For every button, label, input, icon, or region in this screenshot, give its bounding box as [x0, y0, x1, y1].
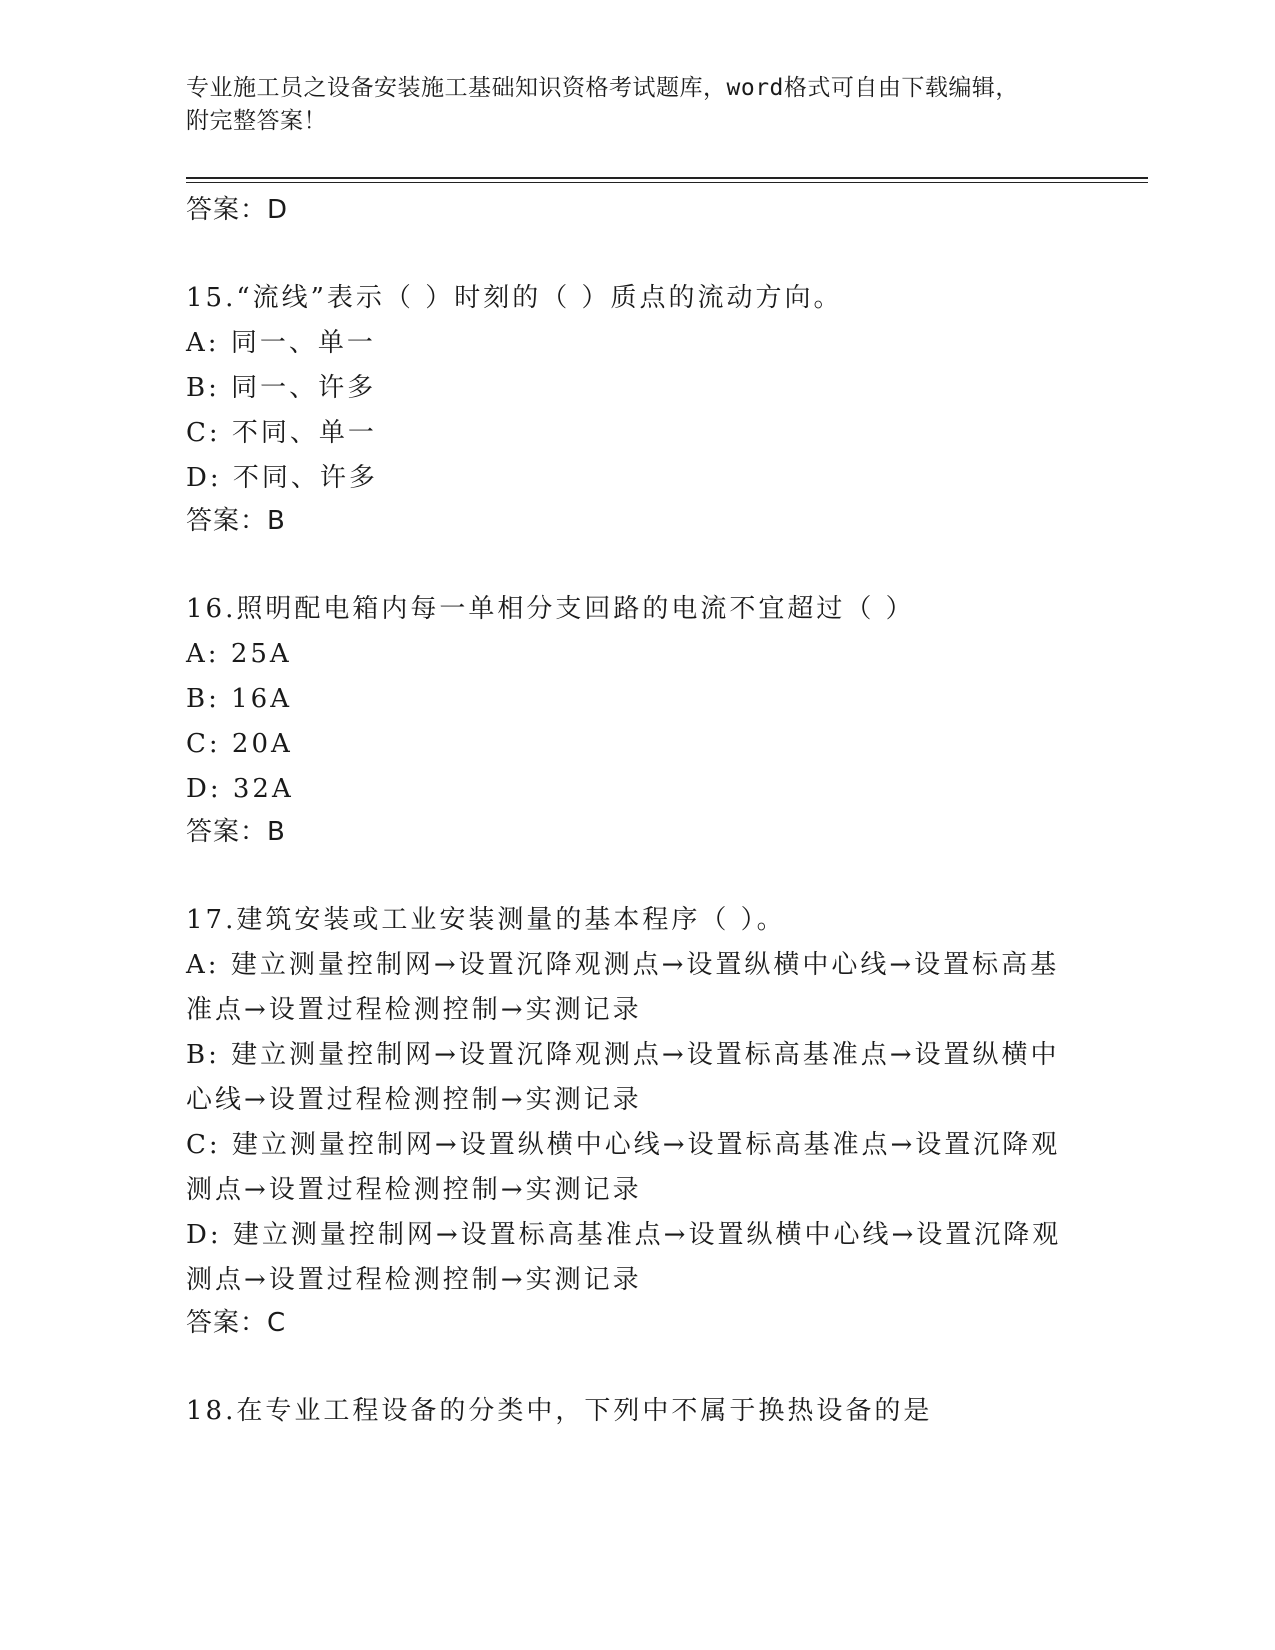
option-b	[186, 366, 1066, 411]
option-key: C:	[186, 418, 221, 448]
option-key: A:	[186, 950, 220, 980]
option-key: A:	[186, 639, 220, 669]
option-key: D:	[186, 463, 222, 493]
question-stem: 18.在专业工程设备的分类中，下列中不属于换热设备的是	[186, 1396, 933, 1426]
option-c	[186, 1123, 1066, 1213]
spacer	[186, 858, 1086, 898]
option-key: A:	[186, 328, 220, 358]
option-text: 不同、许多	[232, 463, 378, 493]
option-d	[186, 456, 1066, 501]
option-text: 建立测量控制网→设置沉降观测点→设置标高基准点→设置纵横中心线→设置过程检测控制→实测记录	[186, 1040, 1060, 1115]
option-a	[186, 321, 1066, 366]
header-rule-thin	[186, 182, 1148, 183]
option-a	[186, 943, 1066, 1033]
option-c	[186, 411, 1066, 456]
question-15	[186, 276, 1086, 501]
question-18	[186, 1389, 1086, 1434]
question-16	[186, 587, 1086, 812]
answer-line: 答案：C	[186, 1308, 287, 1338]
answer-line: 答案：B	[186, 817, 286, 847]
option-text: 建立测量控制网→设置纵横中心线→设置标高基准点→设置沉降观测点→设置过程检测控制→实测记录	[186, 1130, 1061, 1205]
option-key: B:	[186, 1040, 220, 1070]
option-d	[186, 1213, 1066, 1303]
question-list	[186, 190, 1086, 1434]
option-key: D:	[186, 1220, 222, 1250]
spacer	[186, 1349, 1086, 1389]
option-text: 20A	[231, 729, 293, 759]
header-line-2: 附完整答案！	[186, 108, 327, 134]
option-text: 同一、许多	[231, 373, 377, 403]
spacer	[186, 547, 1086, 587]
option-text: 不同、单一	[231, 418, 377, 448]
spacer	[186, 236, 1086, 276]
option-text: 32A	[232, 774, 294, 804]
option-text: 同一、单一	[230, 328, 376, 358]
option-text: 25A	[230, 639, 292, 669]
option-key: B:	[186, 373, 220, 403]
option-b	[186, 1033, 1066, 1123]
option-text: 建立测量控制网→设置沉降观测点→设置纵横中心线→设置标高基准点→设置过程检测控制→实测记录	[186, 950, 1060, 1025]
question-stem: 17.建筑安装或工业安装测量的基本程序（ ）。	[186, 905, 786, 935]
document-header	[186, 72, 1066, 138]
answer-line: 答案：B	[186, 506, 286, 536]
option-key: C:	[186, 1130, 221, 1160]
option-text: 建立测量控制网→设置标高基准点→设置纵横中心线→设置沉降观测点→设置过程检测控制→实测记录	[186, 1220, 1062, 1295]
question-stem: 15.“流线”表示（ ）时刻的（ ）质点的流动方向。	[186, 283, 843, 313]
header-rule-thick	[186, 177, 1148, 179]
option-a	[186, 632, 1066, 677]
question-17	[186, 898, 1086, 1303]
option-key: C:	[186, 729, 221, 759]
question-stem: 16.照明配电箱内每一单相分支回路的电流不宜超过（ ）	[186, 594, 915, 624]
option-d	[186, 767, 1066, 812]
option-b	[186, 677, 1066, 722]
option-key: B:	[186, 684, 220, 714]
answer-line: 答案：D	[186, 195, 289, 225]
option-c	[186, 722, 1066, 767]
header-line-1: 专业施工员之设备安装施工基础知识资格考试题库，word格式可自由下载编辑，	[186, 75, 1019, 101]
option-key: D:	[186, 774, 222, 804]
option-text: 16A	[231, 684, 293, 714]
